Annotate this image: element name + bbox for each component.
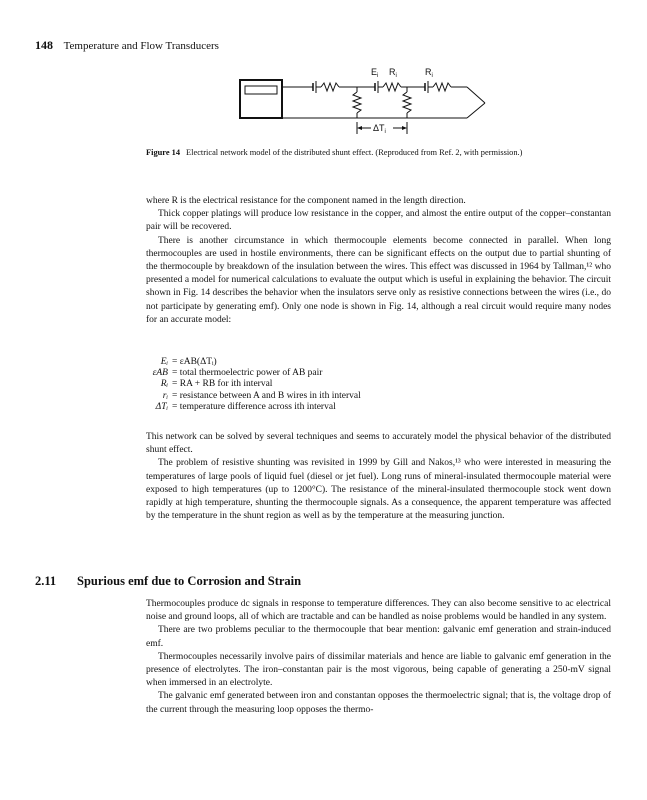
- label-r1-sub: i: [395, 73, 397, 79]
- running-title: Temperature and Flow Transducers: [63, 40, 219, 52]
- shunt-resistor-1: [353, 92, 361, 113]
- eq-definition: = resistance between A and B wires in ith interval: [172, 390, 361, 401]
- paragraph-3: There is another circumstance in which thermocouple elements become connected in parallel. When long thermocouples are used in hostile environments, there can be significant effects on the output due to partial shunting of the thermocouple by breakdown of the insulation between the wires. This effect was discussed in 1964 by Tallman,¹² who presented a model for numerical calculations to evaluate the output which is useful in explaining the behavior. The circuit shown in Fig. 14 describes the behavior when the insulators serve only as resistive connections between the wires (i.e., do not participate by generating emf). Only one node is shown in Fig. 14, although a real circuit would require many nodes for an accurate model:: [146, 235, 611, 325]
- text-block-1: [146, 195, 611, 327]
- text-block-2: [146, 431, 611, 523]
- label-e-sub: i: [377, 73, 379, 79]
- paragraph-7: There are two problems peculiar to the thermocouple that bear mention: galvanic emf generation and strain-induced emf.: [146, 625, 611, 649]
- figure-label: Figure 14: [146, 148, 181, 157]
- running-header: [35, 38, 219, 53]
- label-delta-t: ΔT: [373, 123, 385, 133]
- page-number: 148: [35, 38, 53, 52]
- equation-row: [146, 357, 361, 368]
- svg-text:Ri: [389, 67, 397, 79]
- eq-definition: = total thermoelectric power of AB pair: [172, 368, 323, 379]
- eq-definition: = temperature difference across ith interval: [172, 401, 336, 412]
- eq-symbol: Eᵢ: [160, 357, 168, 367]
- paragraph-5: The problem of resistive shunting was revisited in 1999 by Gill and Nakos,¹³ who were interested in measuring the temperatures of large pools of liquid fuel (diesel or jet fuel). Long runs of mineral-insulated thermocouple material were exposed to high temperatures (up to 1200°C). The resistance of the mineral-insulated thermocouple stock went down rapidly at high temperature, shunting the thermocouple signals. As a consequence, the apparent temperature was affected by the temperature in the shunt region as well as by the temperature at the measuring junction.: [146, 458, 611, 522]
- circuit-figure: [235, 62, 495, 142]
- equation-row: [146, 368, 361, 379]
- equation-list: [146, 357, 361, 413]
- label-r1: R: [389, 67, 396, 77]
- resistor-2: [383, 83, 401, 91]
- paragraph-9: The galvanic emf generated between iron and constantan opposes the thermoelectric signal; that is, the voltage drop of the current through the measuring loop opposes the thermo-: [146, 691, 611, 715]
- eq-definition: = εAB(ΔTᵢ): [172, 357, 217, 367]
- label-e: E: [371, 67, 378, 77]
- section-heading: [35, 574, 301, 589]
- paragraph-6: Thermocouples produce dc signals in response to temperature differences. They can also become sensitive to ac electrical noise and ground loops, all of which are tractable and can be handled as noise problems would be handled in any system.: [146, 599, 611, 623]
- eq-symbol: rᵢ: [162, 390, 168, 401]
- eq-symbol: εAB: [152, 368, 168, 379]
- figure-caption: [146, 147, 611, 159]
- paragraph-2: Thick copper platings will produce low resistance in the copper, and almost the entire output of the copper–constantan pair will be recovered.: [146, 209, 611, 233]
- caption-text: Electrical network model of the distributed shunt effect. (Reproduced from Ref. 2, with permission.): [186, 148, 523, 157]
- label-r2-sub: i: [431, 73, 433, 79]
- meter-display: [245, 86, 277, 94]
- eq-symbol: Rᵢ: [160, 379, 168, 390]
- resistor-1: [321, 83, 339, 91]
- section-number: 2.11: [35, 574, 57, 588]
- svg-text:ΔTi: [373, 123, 386, 135]
- paragraph-4: This network can be solved by several techniques and seems to accurately model the physical behavior of the distributed shunt effect.: [146, 432, 611, 456]
- svg-text:Ri: [425, 67, 433, 79]
- text-block-3: [146, 598, 611, 717]
- eq-definition: = RA + RB for ith interval: [172, 379, 273, 390]
- label-delta-t-sub: i: [384, 129, 386, 135]
- equation-row: [146, 391, 361, 402]
- paragraph-8: Thermocouples necessarily involve pairs of dissimilar materials and hence are liable to galvanic emf generation in the presence of electrolytes. The iron–constantan pair is the most vigorous, being capable of generating a 250-mV signal when immersed in an electrolyte.: [146, 651, 611, 689]
- equation-row: [146, 402, 361, 413]
- eq-symbol: ΔTᵢ: [155, 401, 168, 412]
- equation-row: [146, 379, 361, 390]
- shunt-resistor-2: [403, 92, 411, 113]
- label-r2: R: [425, 67, 432, 77]
- section-title: Spurious emf due to Corrosion and Strain: [77, 574, 302, 588]
- paragraph-1: where R is the electrical resistance for the component named in the length direction.: [146, 196, 466, 206]
- svg-text:Ei: [371, 67, 378, 79]
- resistor-3: [433, 83, 451, 91]
